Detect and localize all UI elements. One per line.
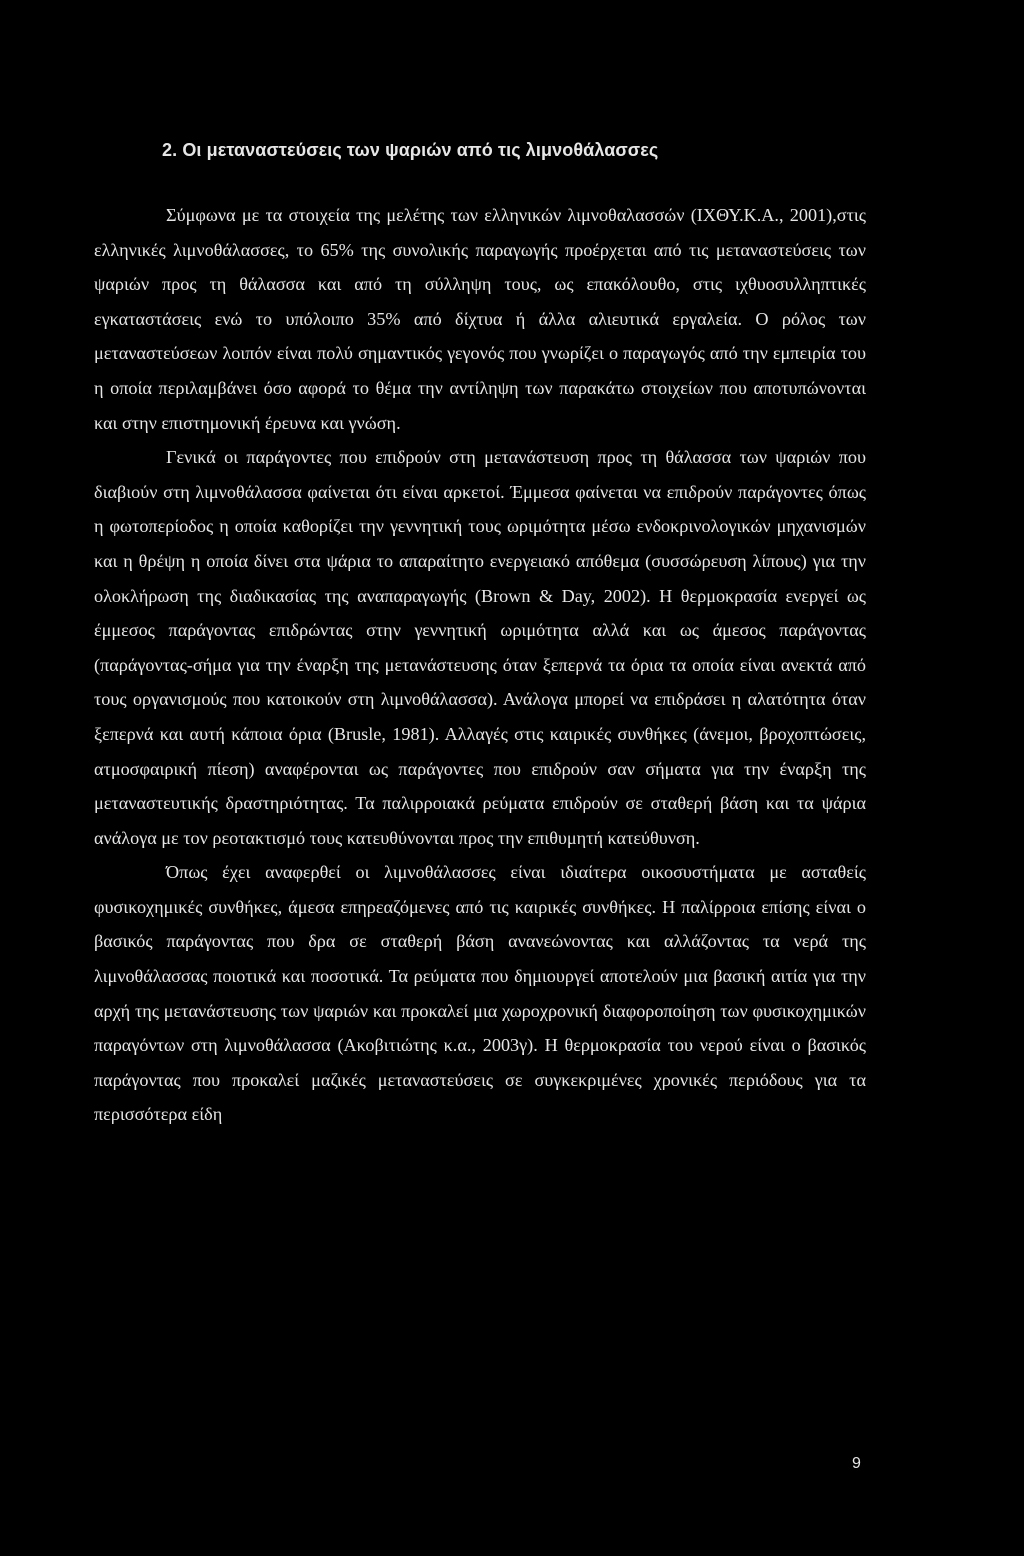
section-heading: 2. Οι μεταναστεύσεις των ψαριών από τις λιμνοθάλασσες bbox=[162, 140, 659, 160]
page-number: 9 bbox=[852, 1455, 861, 1472]
document-page bbox=[94, 134, 866, 1132]
paragraph-lagoon-conditions: Όπως έχει αναφερθεί οι λιμνοθάλασσες είναι ιδιαίτερα οικοσυστήματα με ασταθείς φυσικοχημικές συνθήκες, άμεσα επηρεαζόμενες από τις καιρικές συνθήκες. Η παλίρροια επίσης είναι ο βασικός παράγοντας που δρα σε σταθερή βάση ανανεώνοντας και αλλάζοντας τα νερά της λιμνοθάλασσας ποιοτικά και ποσοτικά. Τα ρεύματα που δημιουργεί αποτελούν μια βασική αιτία για την αρχή της μετανάστευσης των ψαριών και προκαλεί μια χωροχρονική διαφοροποίηση των φυσικοχημικών παραγόντων στη λιμνοθάλασσα (Ακοβιτιώτης κ.α., 2003γ). Η θερμοκρασία του νερού είναι ο βασικός παράγοντας που προκαλεί μαζικές μεταναστεύσεις σε συγκεκριμένες χρονικές περιόδους για τα περισσότερα είδη bbox=[94, 862, 866, 1125]
paragraph-migration-factors: Γενικά οι παράγοντες που επιδρούν στη μετανάστευση προς τη θάλασσα των ψαριών που διαβιούν στη λιμνοθάλασσα φαίνεται ότι είναι αρκετοί. Έμμεσα φαίνεται να επιδρούν παράγοντες όπως η φωτοπερίοδος η οποία καθορίζει την γεννητική τους ωριμότητα μέσω ενδοκρινολογικών μηχανισμών και η θρέψη η οποία δίνει στα ψάρια το απαραίτητο ενεργειακό απόθεμα (συσσώρευση λίπους) για την ολοκλήρωση της διαδικασίας της αναπαραγωγής (Brown & Day, 2002). Η θερμοκρασία ενεργεί ως έμμεσος παράγοντας επιδρώντας στην γεννητική ωριμότητα αλλά και ως άμεσος παράγοντας (παράγοντας-σήμα για την έναρξη της μετανάστευσης όταν ξεπερνά τα όρια τα οποία είναι ανεκτά από τους οργανισμούς που κατοικούν στη λιμνοθάλασσα). Ανάλογα μπορεί να επιδράσει η αλατότητα όταν ξεπερνά και αυτή κάποια όρια (Brusle, 1981). Αλλαγές στις καιρικές συνθήκες (άνεμοι, βροχοπτώσεις, ατμοσφαιρική πίεση) αναφέρονται ως παράγοντες που επιδρούν σαν σήματα για την έναρξη της μεταναστευτικής δραστηριότητας. Τα παλιρροιακά ρεύματα επιδρούν σε σταθερή βάση και τα ψάρια ανάλογα με τον ρεοτακτισμό τους κατευθύνονται προς την επιθυμητή κατεύθυνση. bbox=[94, 447, 866, 848]
paragraph-production-share: Σύμφωνα με τα στοιχεία της μελέτης των ελληνικών λιμνοθαλασσών (ΙΧΘΥ.Κ.Α., 2001),στις ελληνικές λιμνοθάλασσες, το 65% της συνολικής παραγωγής προέρχεται από τις μεταναστεύσεις των ψαριών προς τη θάλασσα και από τη σύλληψη τους, ως επακόλουθο, στις ιχθυοσυλληπτικές εγκαταστάσεις ενώ το υπόλοιπο 35% από δίχτυα ή άλλα αλιευτικά εργαλεία. Ο ρόλος των μεταναστεύσεων λοιπόν είναι πολύ σημαντικός γεγονός που γνωρίζει ο παραγωγός από την εμπειρία του η οποία περιλαμβάνει όσο αφορά το θέμα την αντίληψη των παρακάτω στοιχείων που αποτυπώνονται και στην επιστημονική έρευνα και γνώση. bbox=[94, 205, 866, 433]
